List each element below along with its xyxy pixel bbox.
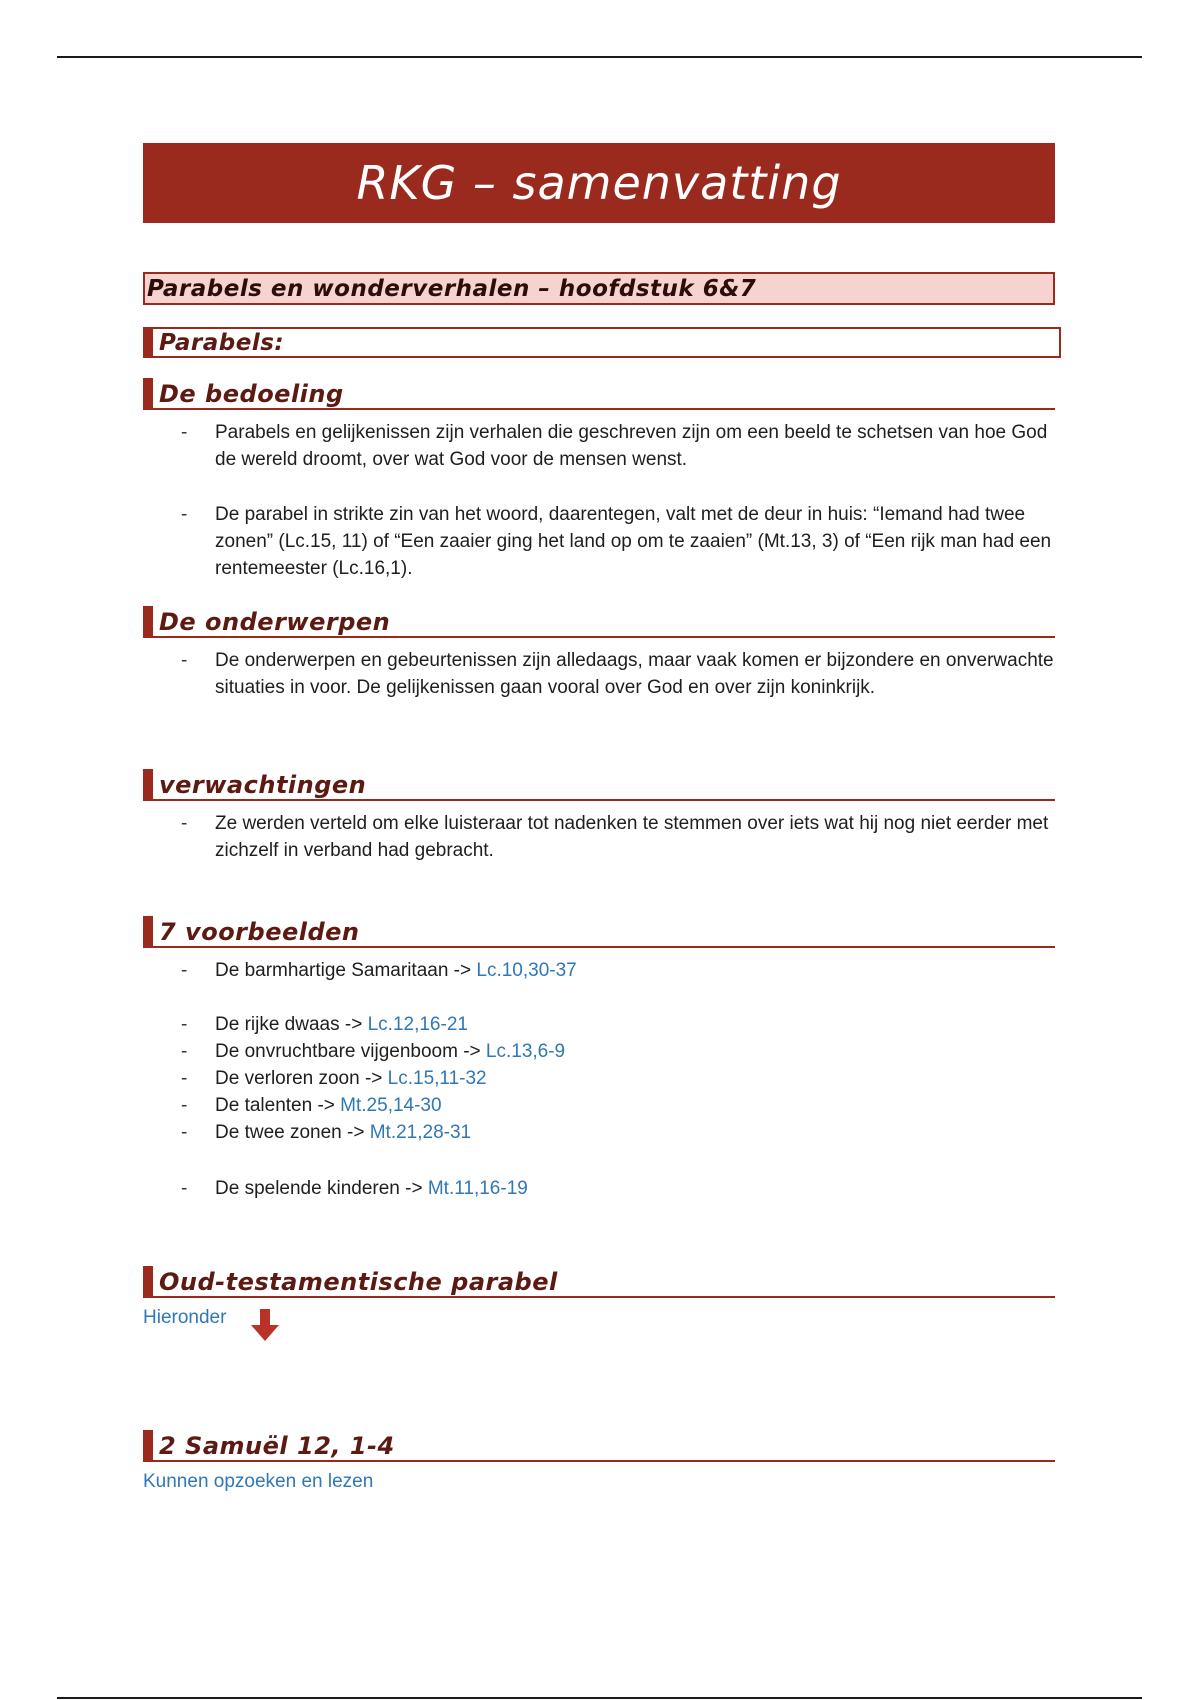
list-item: - Parabels en gelijkenissen zijn verhalen die geschreven zijn om een beeld te schetsen van hoe God de wereld droomt, over wat God voor de mensen wenst. — [143, 419, 1055, 473]
samuel-note: Kunnen opzoeken en lezen — [143, 1471, 374, 1492]
bible-reference: Lc.15,11-32 — [387, 1068, 487, 1089]
example-name: De spelende kinderen -> — [215, 1178, 428, 1199]
list-item — [143, 1175, 1055, 1202]
hieronder-row — [143, 1307, 1055, 1347]
section-heading: Parabels: — [143, 327, 1061, 358]
heading-bedoeling: De bedoeling — [143, 378, 1055, 410]
heading-oud-testament: Oud-testamentische parabel — [143, 1266, 1055, 1298]
example-name: De onvruchtbare vijgenboom -> — [215, 1041, 486, 1062]
list-item: - Ze werden verteld om elke luisteraar tot nadenken te stemmen over iets wat hij nog niet eerder met zichzelf in verband had gebracht. — [143, 810, 1055, 864]
down-arrow-icon — [251, 1309, 279, 1343]
list-item — [143, 1065, 1055, 1092]
list-item — [143, 1092, 1055, 1119]
heading-verwachtingen: verwachtingen — [143, 769, 1055, 801]
list-item — [143, 957, 1055, 984]
section-verwachtingen — [143, 769, 1055, 864]
hieronder-text: Hieronder — [143, 1307, 227, 1328]
bible-reference: Lc.12,16-21 — [367, 1014, 468, 1035]
example-name: De rijke dwaas -> — [215, 1014, 368, 1035]
list-item: - De onderwerpen en gebeurtenissen zijn alledaags, maar vaak komen er bijzondere en onverwachte situaties in voor. De gelijkenissen gaan vooral over God en over zijn koninkrijk. — [143, 647, 1055, 701]
bible-reference: Mt.21,28-31 — [369, 1122, 472, 1143]
bible-reference: Mt.11,16-19 — [427, 1178, 528, 1199]
header-rule — [57, 56, 1142, 58]
chapter-heading: Parabels en wonderverhalen – hoofdstuk 6&7 — [143, 272, 1055, 305]
list-item: - De parabel in strikte zin van het woord, daarentegen, valt met de deur in huis: “Iemand had twee zonen” (Lc.15, 11) of “Een zaaier ging het land op om te zaaien” (Mt.13, 3) of “Een rijk man had een rentemeester (Lc.16,1). — [143, 501, 1055, 582]
example-name: De barmhartige Samaritaan -> — [215, 960, 477, 981]
example-name: De twee zonen -> — [215, 1122, 370, 1143]
heading-voorbeelden: 7 voorbeelden — [143, 916, 1055, 948]
list-item — [143, 1011, 1055, 1038]
document-page — [143, 143, 1055, 1493]
section-onderwerpen — [143, 606, 1055, 701]
list-item — [143, 1038, 1055, 1065]
heading-onderwerpen: De onderwerpen — [143, 606, 1055, 638]
section-samuel — [143, 1430, 1055, 1493]
section-voorbeelden — [143, 916, 1055, 1202]
bible-reference: Lc.10,30-37 — [476, 960, 577, 981]
bible-reference: Lc.13,6-9 — [485, 1041, 566, 1062]
list-item — [143, 1119, 1055, 1146]
section-bedoeling — [143, 378, 1055, 582]
bible-reference: Mt.25,14-30 — [340, 1095, 442, 1116]
footer-rule — [57, 1697, 1142, 1699]
document-title: RKG – samenvatting — [143, 143, 1055, 223]
heading-samuel: 2 Samuël 12, 1-4 — [143, 1430, 1055, 1462]
section-oud-testament — [143, 1266, 1055, 1347]
example-name: De verloren zoon -> — [215, 1068, 388, 1089]
example-name: De talenten -> — [215, 1095, 341, 1116]
